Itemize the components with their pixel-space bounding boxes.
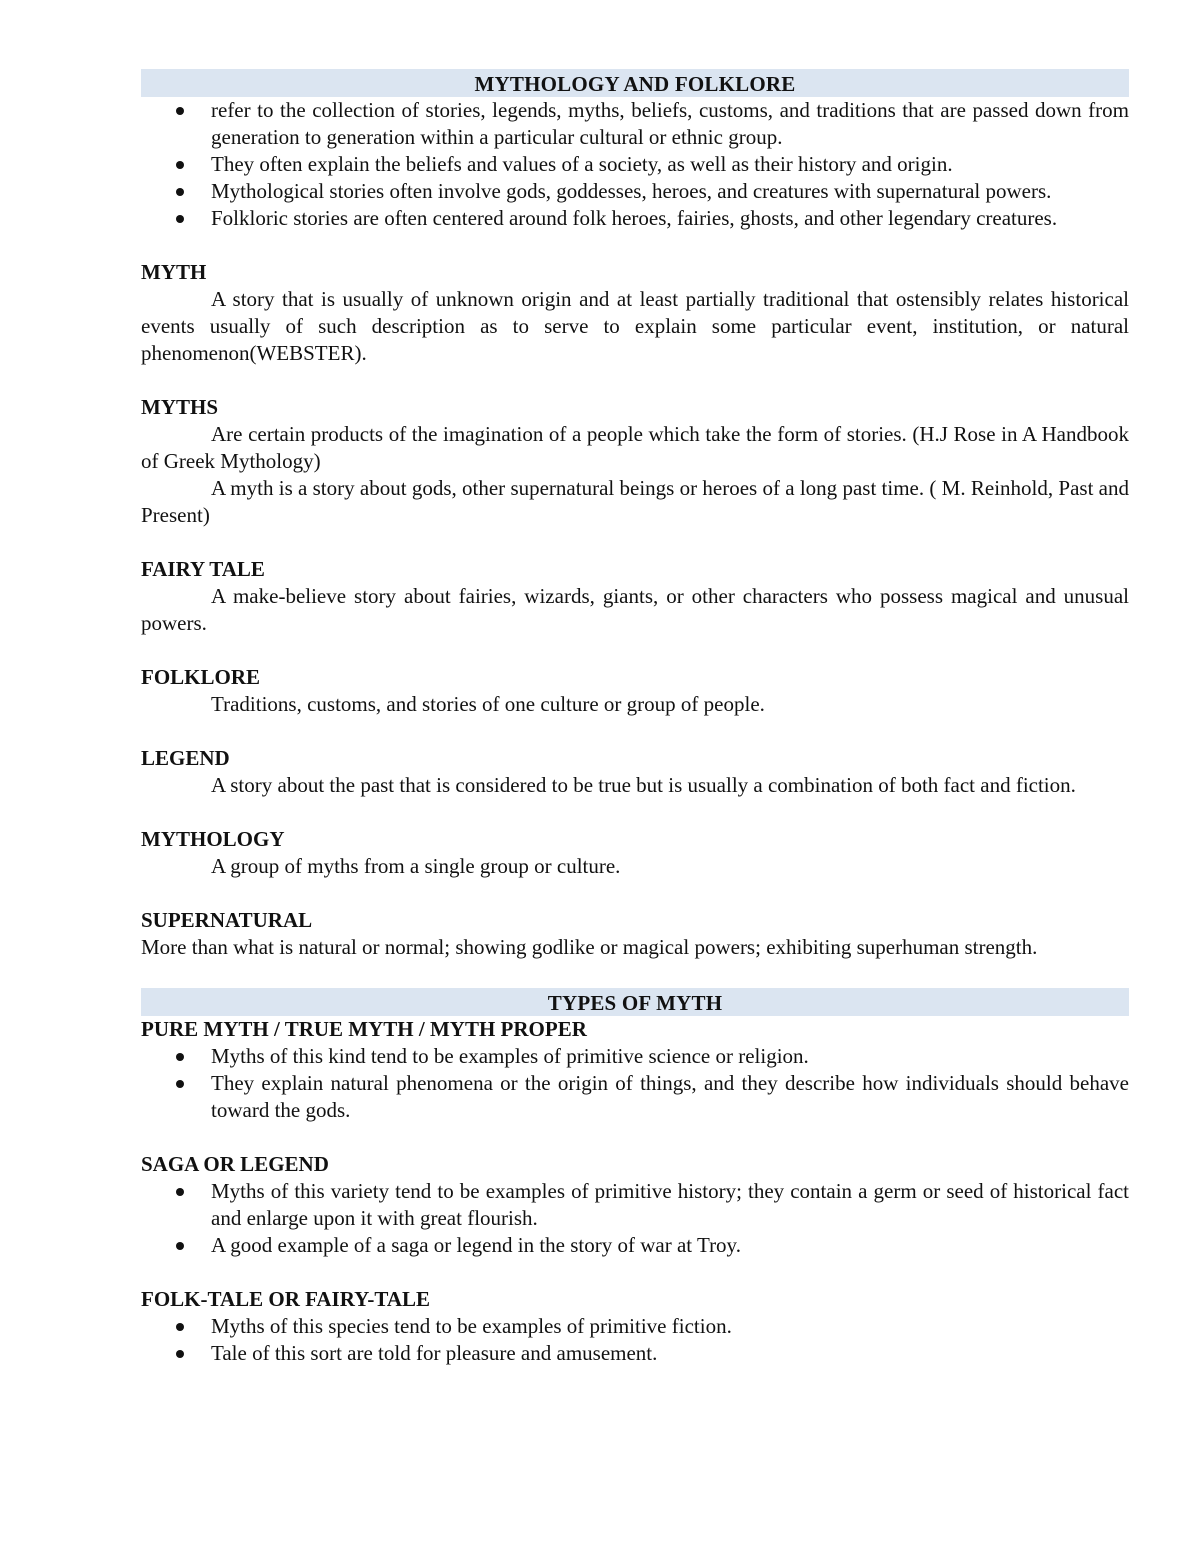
intro-bullet-list [141, 97, 1129, 232]
section-banner-types-of-myth: TYPES OF MYTH [141, 988, 1129, 1016]
myths-definition-rose: Are certain products of the imagination of a people which take the form of stories. (H.J Rose in A Handbook of Greek Mythology) [141, 422, 1129, 473]
mythology-definition: A group of myths from a single group or culture. [211, 854, 621, 878]
list-item [141, 1043, 1129, 1070]
supernatural-definition: More than what is natural or normal; showing godlike or magical powers; exhibiting superhuman strength. [141, 935, 1038, 959]
bullet-icon [176, 161, 184, 169]
list-item-text: A good example of a saga or legend in the story of war at Troy. [211, 1233, 741, 1257]
legend-heading: LEGEND [141, 746, 230, 770]
list-item-text: Myths of this kind tend to be examples of primitive science or religion. [211, 1044, 809, 1068]
bullet-icon [176, 1350, 184, 1358]
list-item [141, 151, 1129, 178]
bullet-icon [176, 215, 184, 223]
supernatural-heading: SUPERNATURAL [141, 908, 313, 932]
list-item-text: Folkloric stories are often centered around folk heroes, fairies, ghosts, and other legendary creatures. [211, 206, 1058, 230]
list-item-text: They explain natural phenomena or the origin of things, and they describe how individuals should behave toward the gods. [211, 1071, 1129, 1122]
folklore-definition: Traditions, customs, and stories of one culture or group of people. [211, 692, 765, 716]
list-item-text: refer to the collection of stories, legends, myths, beliefs, customs, and traditions that are passed down from generation to generation within a particular cultural or ethnic group. [211, 98, 1129, 149]
list-item-text: Myths of this variety tend to be examples of primitive history; they contain a germ or seed of historical fact and enlarge upon it with great flourish. [211, 1179, 1129, 1230]
folk-tale-heading: FOLK-TALE OR FAIRY-TALE [141, 1287, 431, 1311]
myths-definition-reinhold: A myth is a story about gods, other supernatural beings or heroes of a long past time. ( M. Reinhold, Past and Present) [141, 476, 1129, 527]
list-item-text: Tale of this sort are told for pleasure and amusement. [211, 1341, 658, 1365]
bullet-icon [176, 188, 184, 196]
bullet-icon [176, 1188, 184, 1196]
list-item [141, 178, 1129, 205]
list-item [141, 97, 1129, 151]
list-item [141, 1340, 1129, 1367]
pure-myth-heading: PURE MYTH / TRUE MYTH / MYTH PROPER [141, 1017, 587, 1041]
bullet-icon [176, 1242, 184, 1250]
list-item-text: Mythological stories often involve gods, goddesses, heroes, and creatures with supernatural powers. [211, 179, 1052, 203]
bullet-icon [176, 1053, 184, 1061]
list-item [141, 205, 1129, 232]
bullet-icon [176, 1080, 184, 1088]
document-content [141, 69, 1129, 1367]
saga-bullet-list [141, 1178, 1129, 1259]
list-item-text: They often explain the beliefs and values of a society, as well as their history and origin. [211, 152, 953, 176]
fairy-tale-heading: FAIRY TALE [141, 557, 265, 581]
list-item [141, 1070, 1129, 1124]
myths-heading: MYTHS [141, 395, 219, 419]
saga-heading: SAGA OR LEGEND [141, 1152, 329, 1176]
fairy-tale-definition: A make-believe story about fairies, wizards, giants, or other characters who possess magical and unusual powers. [141, 584, 1129, 635]
bullet-icon [176, 1323, 184, 1331]
myth-heading: MYTH [141, 260, 207, 284]
section-banner-mythology-folklore: MYTHOLOGY AND FOLKLORE [141, 69, 1129, 97]
list-item [141, 1313, 1129, 1340]
bullet-icon [176, 107, 184, 115]
legend-definition: A story about the past that is considered to be true but is usually a combination of both fact and fiction. [211, 773, 1076, 797]
list-item [141, 1232, 1129, 1259]
myth-definition: A story that is usually of unknown origin and at least partially traditional that ostensibly relates historical events usually of such description as to serve to explain some particular event, institution, or natural phenomenon(WEBSTER). [141, 287, 1129, 365]
folk-tale-bullet-list [141, 1313, 1129, 1367]
list-item [141, 1178, 1129, 1232]
mythology-heading: MYTHOLOGY [141, 827, 285, 851]
pure-myth-bullet-list [141, 1043, 1129, 1124]
list-item-text: Myths of this species tend to be examples of primitive fiction. [211, 1314, 732, 1338]
folklore-heading: FOLKLORE [141, 665, 261, 689]
